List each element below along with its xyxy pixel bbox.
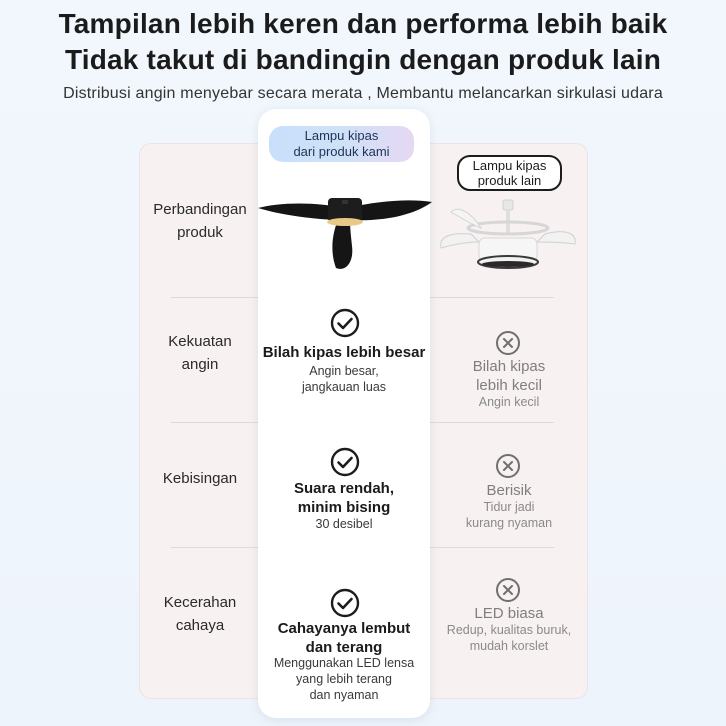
black-ceiling-fan-image — [256, 190, 434, 272]
x-circle-icon — [495, 453, 521, 479]
other-brightness-detail: Redup, kualitas buruk, mudah korslet — [446, 623, 572, 653]
x-circle-icon — [495, 577, 521, 603]
x-circle-icon — [495, 330, 521, 356]
other-product-badge — [457, 155, 562, 191]
row-label-brightness: Kecerahan cahaya — [163, 594, 237, 634]
ours-wind-detail: Angin besar, jangkauan luas — [301, 364, 387, 394]
other-noise-heading: Berisik — [486, 482, 532, 499]
subtitle: Distribusi angin menyebar secara merata , Membantu melancarkan sirkulasi udara — [63, 85, 663, 102]
row-label-comparison: Perbandingan produk — [153, 201, 247, 241]
headline-line-1: Tampilan lebih keren dan performa lebih baik — [58, 8, 668, 39]
ours-noise-detail: 30 desibel — [315, 517, 373, 531]
other-wind-detail: Angin kecil — [478, 395, 540, 409]
white-ceiling-fan-image — [437, 198, 579, 280]
our-product-badge-label: Lampu kipas dari produk kami — [293, 128, 390, 159]
other-product-badge-label: Lampu kipas produk lain — [472, 158, 547, 188]
row-label-noise: Kebisingan — [162, 470, 238, 487]
other-wind-heading: Bilah kipas lebih kecil — [472, 358, 546, 394]
other-noise-detail: Tidur jadi kurang nyaman — [465, 500, 553, 530]
check-circle-icon — [330, 588, 360, 618]
row-label-wind-strength: Kekuatan angin — [168, 333, 232, 373]
ours-wind-heading: Bilah kipas lebih besar — [262, 344, 426, 361]
check-circle-icon — [330, 308, 360, 338]
ours-noise-heading: Suara rendah, minim bising — [293, 480, 395, 516]
headline-line-2: Tidak takut di bandingin dengan produk lain — [64, 44, 662, 75]
check-circle-icon — [330, 447, 360, 477]
other-brightness-heading: LED biasa — [474, 605, 544, 622]
our-product-badge — [269, 126, 414, 162]
ours-brightness-heading: Cahayanya lembut dan terang — [277, 620, 411, 656]
ours-brightness-detail: Menggunakan LED lensa yang lebih terang dan nyaman — [273, 656, 415, 702]
